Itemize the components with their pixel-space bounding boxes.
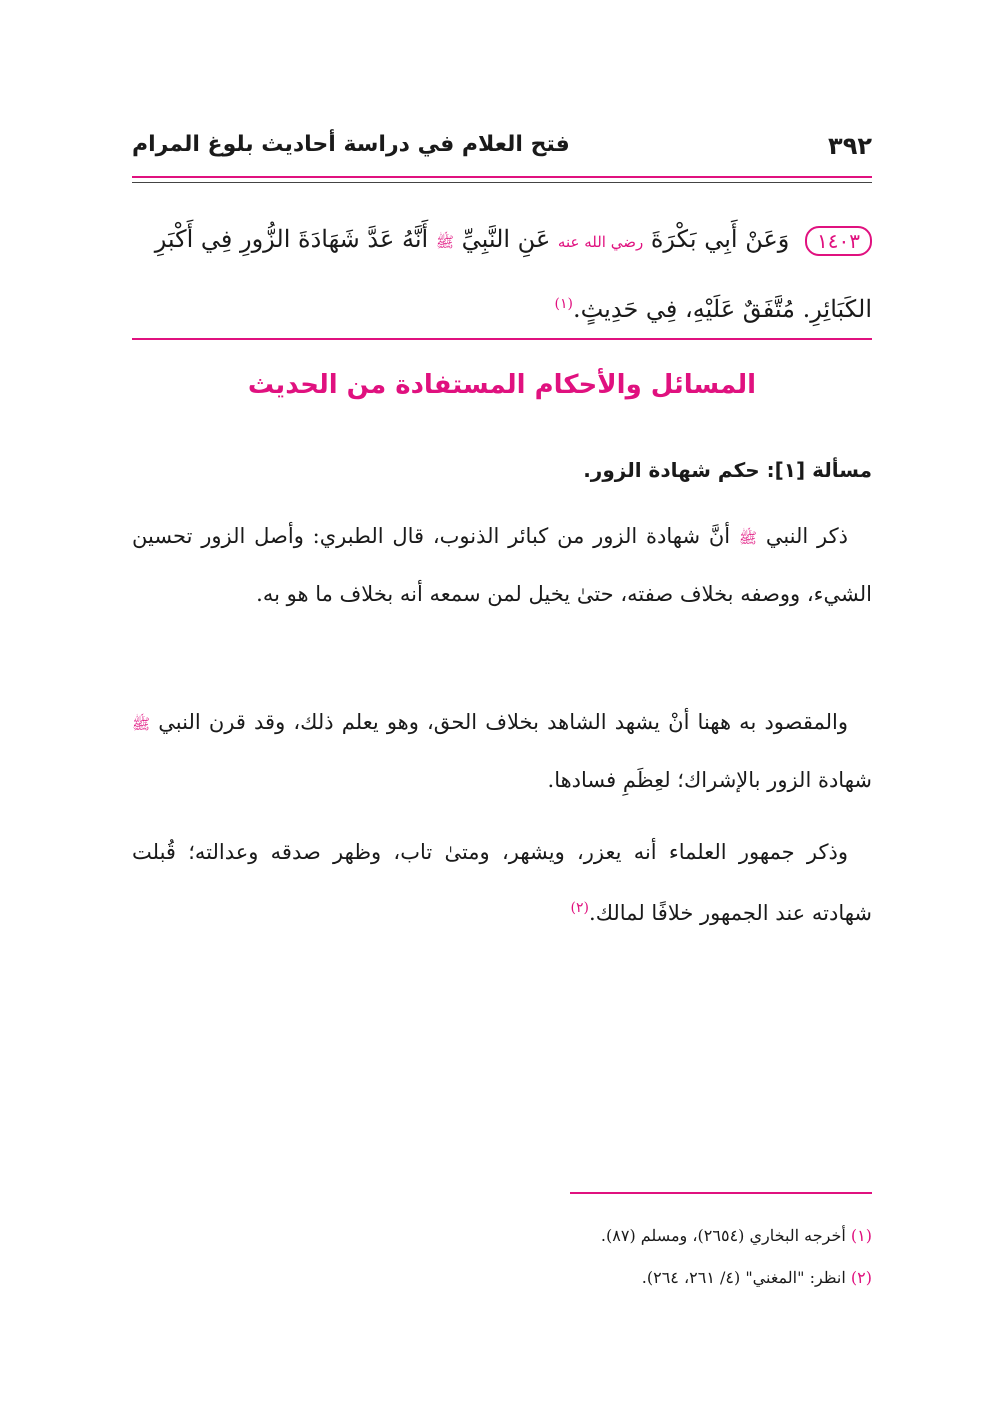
issue-heading bbox=[132, 458, 872, 482]
header-rule-pink bbox=[132, 176, 872, 178]
hadith-part-3: أَنَّهُ عَدَّ شَهَادَةَ الزُّورِ فِي أَكْبَرِ الكَبَائِرِ. مُتَّفَقٌ عَلَيْهِ، فِي حَدِيثٍ. bbox=[154, 225, 872, 323]
paragraph-3-text: وذكر جمهور العلماء أنه يعزر، ويشهر، ومتىٰ تاب، وظهر صدقه وعدالته؛ قُبلت شهادته عند الجمهور خلافًا لمالك. bbox=[132, 840, 872, 925]
footnote-ref-1[interactable]: (١) bbox=[554, 296, 573, 312]
issue-title: حكم شهادة الزور. bbox=[583, 458, 760, 482]
page-header bbox=[132, 128, 872, 168]
hadith-text bbox=[132, 208, 872, 340]
paragraph-2-a: والمقصود به ههنا أنْ يشهد الشاهد بخلاف الحق، وهو يعلم ذلك، وقد قرن النبي bbox=[158, 710, 848, 734]
hadith-number-badge: ١٤٠٣ bbox=[805, 226, 872, 256]
paragraph-1-a: ذكر النبي bbox=[765, 524, 848, 548]
footnote-number: (٢) bbox=[850, 1268, 872, 1287]
hadith-rule bbox=[132, 338, 872, 340]
page-number: ٣٩٢ bbox=[828, 132, 872, 160]
footnote-text: انظر: "المغني" (٤/ ٢٦١، ٢٦٤). bbox=[641, 1268, 846, 1287]
companion-honorific: رضي الله عنه bbox=[557, 233, 644, 251]
paragraph-1-b: أنَّ شهادة الزور من كبائر الذنوب، قال الطبري: وأصل الزور تحسين الشيء، ووصفه بخلاف صفته، حتىٰ يخيل لمن سمعه أنه بخلاف ما هو به. bbox=[132, 524, 872, 606]
paragraph-1 bbox=[132, 508, 872, 622]
hadith-part-1: وَعَنْ أَبِي بَكْرَةَ bbox=[650, 225, 790, 253]
prophet-honorific: ﷺ bbox=[132, 715, 151, 733]
footnote-2 bbox=[132, 1268, 872, 1287]
book-title: فتح العلام في دراسة أحاديث بلوغ المرام bbox=[132, 132, 570, 157]
prophet-honorific: ﷺ bbox=[738, 529, 758, 547]
paragraph-3 bbox=[132, 824, 872, 941]
footnote-number: (١) bbox=[850, 1226, 872, 1245]
header-rule-dark bbox=[132, 182, 872, 183]
footnote-rule bbox=[570, 1192, 872, 1194]
footnote-1 bbox=[132, 1226, 872, 1245]
prophet-honorific: ﷺ bbox=[435, 233, 454, 251]
paragraph-2-b: شهادة الزور بالإشراك؛ لعِظَمِ فسادها. bbox=[547, 768, 872, 792]
paragraph-2 bbox=[132, 694, 872, 808]
issue-label: مسألة [١]: bbox=[766, 458, 872, 482]
footnote-text: أخرجه البخاري (٢٦٥٤)، ومسلم (٨٧). bbox=[600, 1226, 846, 1245]
footnote-ref-2[interactable]: (٢) bbox=[570, 900, 590, 916]
hadith-part-2: عَنِ النَّبِيِّ bbox=[461, 225, 551, 253]
section-title: المسائل والأحكام المستفادة من الحديث bbox=[247, 370, 757, 400]
